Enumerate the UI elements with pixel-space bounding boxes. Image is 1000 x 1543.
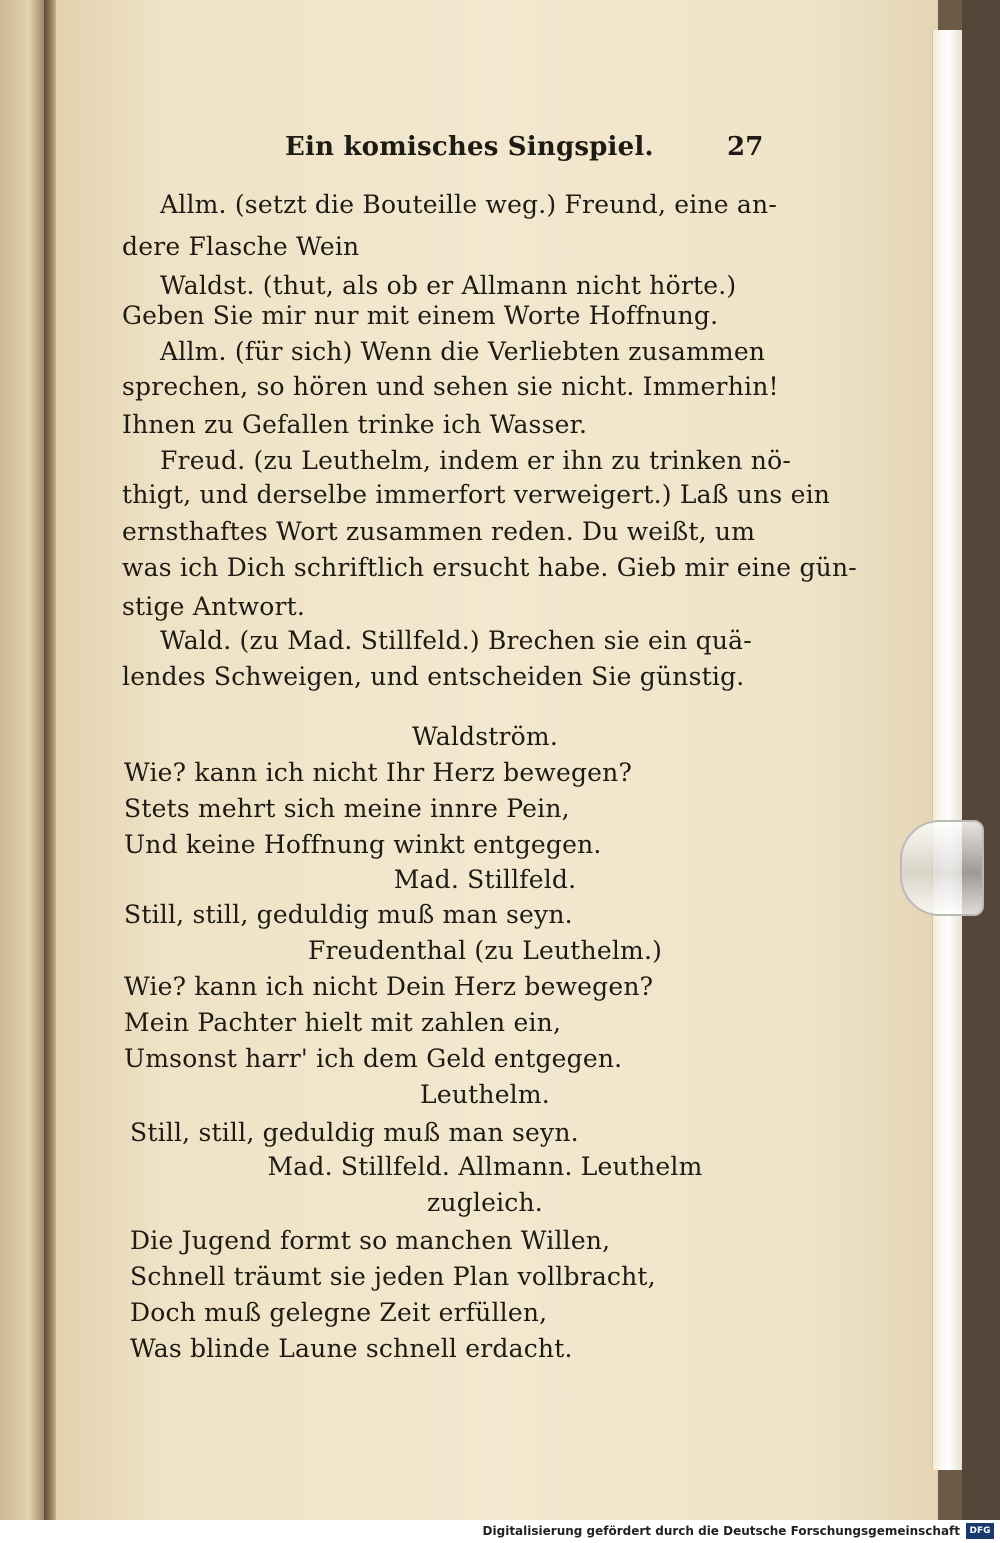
footer-bar [0, 1520, 1000, 1543]
verse-line: Umsonst harr' ich dem Geld entgegen. [124, 1044, 623, 1073]
dfg-logo: DFG [966, 1523, 994, 1539]
text-line: thigt, und derselbe immerfort verweigert.) Laß uns ein [122, 480, 831, 509]
speaker-heading: Mad. Stillfeld. Allmann. Leuthelm [267, 1152, 703, 1181]
verse-line: Still, still, geduldig muß man seyn. [124, 900, 573, 929]
speaker-heading: Mad. Stillfeld. [393, 865, 577, 894]
verse-line: Mein Pachter hielt mit zahlen ein, [124, 1008, 562, 1037]
text-line: dere Flasche Wein [122, 232, 360, 261]
funding-credit: Digitalisierung gefördert durch die Deutsche Forschungsgemeinschaft [482, 1524, 960, 1538]
text-line: sprechen, so hören und sehen sie nicht. Immerhin! [122, 372, 779, 401]
speaker-heading: Waldström. [412, 722, 558, 751]
page-stack-edge [932, 30, 963, 1470]
text-line: Waldst. (thut, als ob er Allmann nicht hörte.) [160, 271, 737, 300]
verse-line: Schnell träumt sie jeden Plan vollbracht, [130, 1262, 656, 1291]
speaker-heading: Leuthelm. [420, 1080, 550, 1109]
verse-line: Die Jugend formt so manchen Willen, [130, 1226, 611, 1255]
text-line: ernsthaftes Wort zusammen reden. Du weißt, um [122, 517, 756, 546]
verse-line: Stets mehrt sich meine innre Pein, [124, 794, 570, 823]
speaker-heading: zugleich. [427, 1188, 543, 1217]
text-line: Allm. (für sich) Wenn die Verliebten zusammen [160, 337, 766, 366]
text-line: Ihnen zu Gefallen trinke ich Wasser. [122, 410, 588, 439]
verse-line: Wie? kann ich nicht Ihr Herz bewegen? [124, 758, 633, 787]
text-line: Geben Sie mir nur mit einem Worte Hoffnung. [122, 301, 719, 330]
verse-line: Wie? kann ich nicht Dein Herz bewegen? [124, 972, 654, 1001]
text-line: stige Antwort. [122, 592, 306, 621]
speaker-heading: Freudenthal (zu Leuthelm.) [307, 936, 663, 965]
text-line: Freud. (zu Leuthelm, indem er ihn zu trinken nö- [160, 446, 791, 475]
page-number: 27 [727, 132, 764, 162]
text-line: was ich Dich schriftlich ersucht habe. Gieb mir eine gün- [122, 553, 857, 582]
running-header: Ein komisches Singspiel. [285, 132, 654, 162]
verse-line: Doch muß gelegne Zeit erfüllen, [130, 1298, 548, 1327]
facing-page-edge [0, 0, 48, 1520]
verse-line: Was blinde Laune schnell erdacht. [130, 1334, 573, 1363]
text-line: Wald. (zu Mad. Stillfeld.) Brechen sie ein quä- [160, 626, 752, 655]
text-line: Allm. (setzt die Bouteille weg.) Freund, eine an- [160, 190, 777, 219]
text-line: lendes Schweigen, und entscheiden Sie günstig. [122, 662, 745, 691]
scan-border-right [962, 0, 1000, 1520]
verse-line: Still, still, geduldig muß man seyn. [130, 1118, 579, 1147]
page-clip [900, 820, 984, 916]
verse-line: Und keine Hoffnung winkt entgegen. [124, 830, 602, 859]
